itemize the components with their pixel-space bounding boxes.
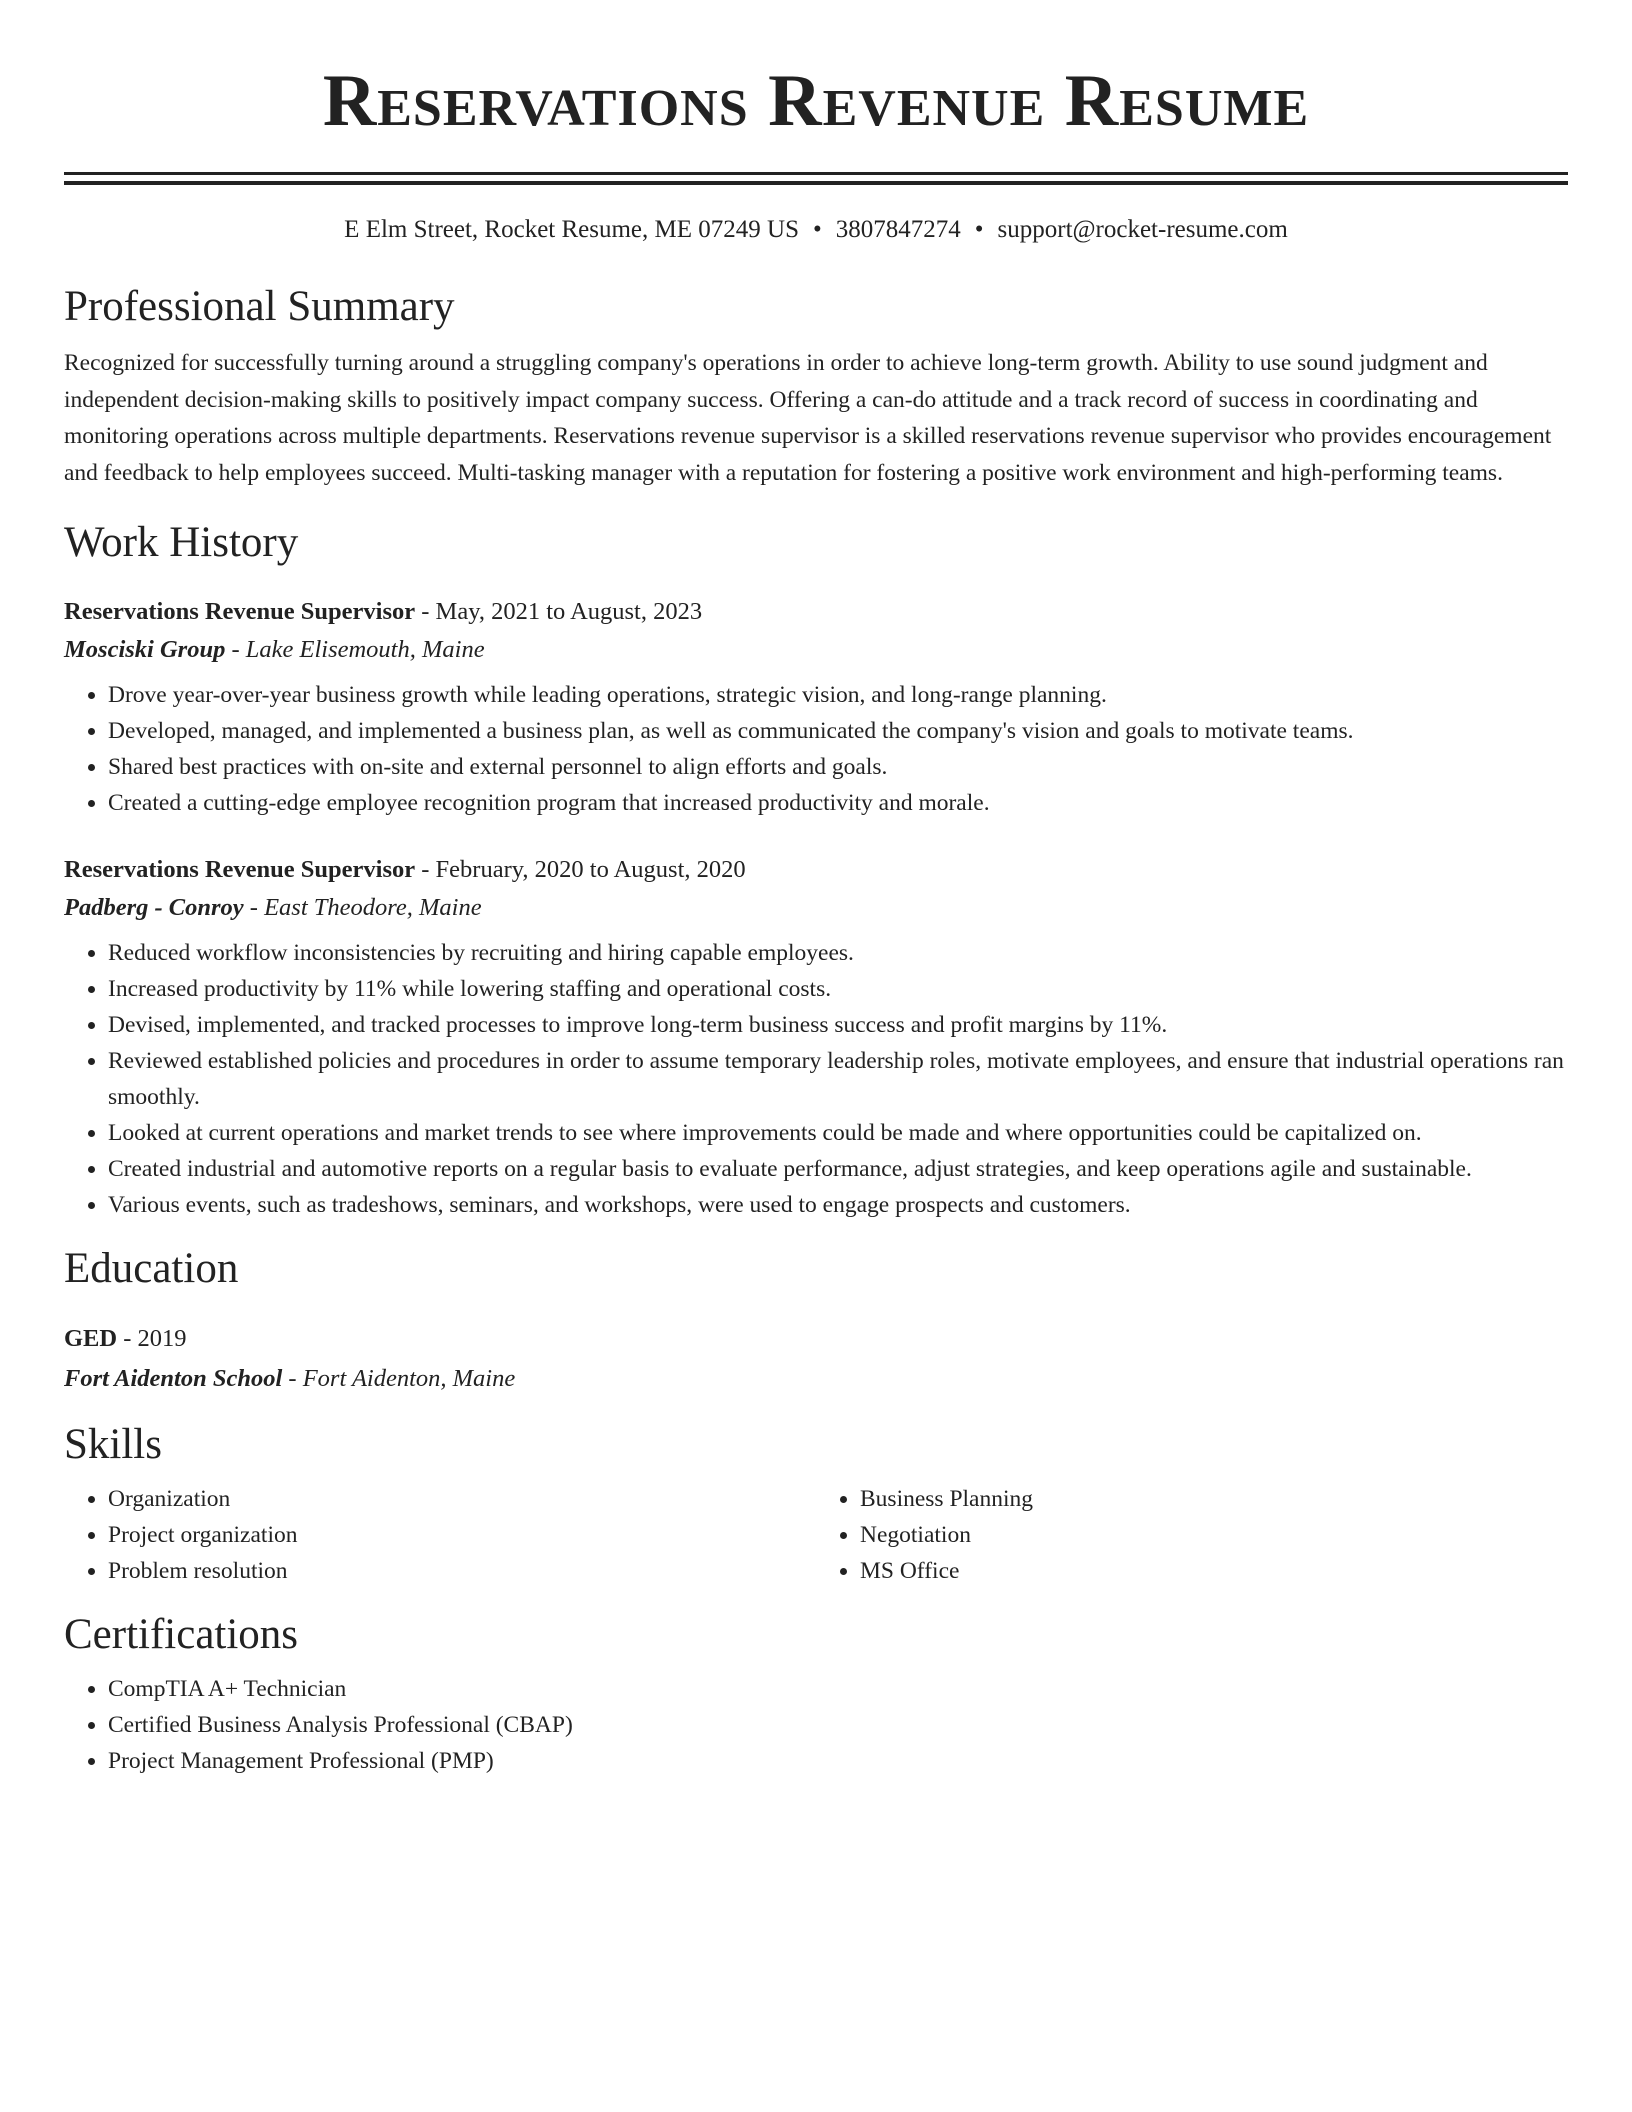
- job-title: Reservations Revenue Supervisor: [64, 598, 416, 625]
- job-entry: [64, 851, 1568, 1223]
- job-bullets: [64, 677, 1568, 821]
- job-company: Mosciski Group: [64, 636, 226, 663]
- job-bullet: • Reduced workflow inconsistencies by recruiting and hiring capable employees.: [108, 935, 1568, 971]
- work-history-heading: Work History: [64, 519, 299, 566]
- job-title-line: [64, 593, 1568, 631]
- job-company-line: [64, 889, 1568, 927]
- job-bullet: • Created industrial and automotive reports on a regular basis to evaluate performance, adjust strategies, and keep operations agile and sustainable.: [108, 1151, 1568, 1187]
- education-degree-line: [64, 1319, 1568, 1359]
- contact-line: [64, 213, 1568, 247]
- job-company: Padberg - Conroy: [64, 894, 244, 921]
- summary-section: [64, 281, 1568, 491]
- job-dates: - February, 2020 to August, 2020: [415, 856, 746, 883]
- skill-item: • MS Office: [860, 1553, 1568, 1589]
- job-title: Reservations Revenue Supervisor: [64, 856, 416, 883]
- resume-title: Reservations Revenue Resume: [322, 60, 1310, 142]
- certifications-list: [64, 1671, 1568, 1779]
- skill-item: • Negotiation: [860, 1517, 1568, 1553]
- job-location: - Lake Elisemouth, Maine: [225, 636, 485, 663]
- contact-phone: 3807847274: [835, 216, 961, 243]
- skill-item: • Problem resolution: [108, 1553, 816, 1589]
- education-section: [64, 1243, 1568, 1399]
- education-entry: [64, 1319, 1568, 1399]
- education-heading: Education: [64, 1245, 239, 1292]
- certification-item: • CompTIA A+ Technician: [108, 1671, 1568, 1707]
- contact-separator: •: [974, 216, 984, 243]
- job-bullet: • Increased productivity by 11% while lowering staffing and operational costs.: [108, 971, 1568, 1007]
- skills-column-left: [64, 1481, 816, 1589]
- job-bullet: • Reviewed established policies and procedures in order to assume temporary leadership roles, motivate employees, and ensure that industrial operations ran smoothly.: [108, 1043, 1568, 1115]
- education-location: - Fort Aidenton, Maine: [282, 1365, 516, 1392]
- education-school: Fort Aidenton School: [64, 1365, 283, 1392]
- certifications-section: [64, 1609, 1568, 1779]
- certifications-heading: Certifications: [64, 1611, 299, 1658]
- job-bullet: • Created a cutting-edge employee recognition program that increased productivity and morale.: [108, 785, 1568, 821]
- skill-item: • Business Planning: [860, 1481, 1568, 1517]
- certification-item: • Certified Business Analysis Professional (CBAP): [108, 1707, 1568, 1743]
- job-bullet: • Shared best practices with on-site and external personnel to align efforts and goals.: [108, 749, 1568, 785]
- skills-column-right: [816, 1481, 1568, 1589]
- contact-email: support@rocket-resume.com: [997, 216, 1288, 243]
- job-dates: - May, 2021 to August, 2023: [415, 598, 703, 625]
- job-bullet: • Looked at current operations and market trends to see where improvements could be made and where opportunities could be capitalized on.: [108, 1115, 1568, 1151]
- education-degree: GED: [64, 1325, 118, 1352]
- job-bullets: [64, 935, 1568, 1223]
- job-bullet: • Developed, managed, and implemented a business plan, as well as communicated the company's vision and goals to motivate teams.: [108, 713, 1568, 749]
- skill-item: • Organization: [108, 1481, 816, 1517]
- education-year: - 2019: [117, 1325, 187, 1352]
- skill-item: • Project organization: [108, 1517, 816, 1553]
- summary-text: Recognized for successfully turning around a struggling company's operations in order to achieve long-term growth. Ability to use sound judgment and independent decision-making skills to positively impact company success. Offering a can-do attitude and a track record of success in coordinating and monitoring operations across multiple departments. Reservations revenue supervisor is a skilled reservations revenue supervisor who provides encouragement and feedback to help employees succeed. Multi-tasking manager with a reputation for fostering a positive work environment and high-performing teams.: [64, 350, 1552, 486]
- education-school-line: [64, 1359, 1568, 1399]
- job-bullet: • Drove year-over-year business growth while leading operations, strategic vision, and long-range planning.: [108, 677, 1568, 713]
- job-title-line: [64, 851, 1568, 889]
- job-entry: [64, 593, 1568, 821]
- summary-heading: Professional Summary: [64, 283, 455, 330]
- job-bullet: • Devised, implemented, and tracked processes to improve long-term business success and profit margins by 11%.: [108, 1007, 1568, 1043]
- contact-separator: •: [812, 216, 822, 243]
- job-company-line: [64, 631, 1568, 669]
- certification-item: • Project Management Professional (PMP): [108, 1743, 1568, 1779]
- job-bullet: • Various events, such as tradeshows, seminars, and workshops, were used to engage prospects and customers.: [108, 1187, 1568, 1223]
- job-location: - East Theodore, Maine: [243, 894, 482, 921]
- skills-section: [64, 1419, 1568, 1589]
- title-divider: [64, 172, 1568, 185]
- contact-address: E Elm Street, Rocket Resume, ME 07249 US: [344, 216, 799, 243]
- skills-heading: Skills: [64, 1421, 162, 1468]
- work-history-section: [64, 517, 1568, 1223]
- skills-grid: [64, 1481, 1568, 1589]
